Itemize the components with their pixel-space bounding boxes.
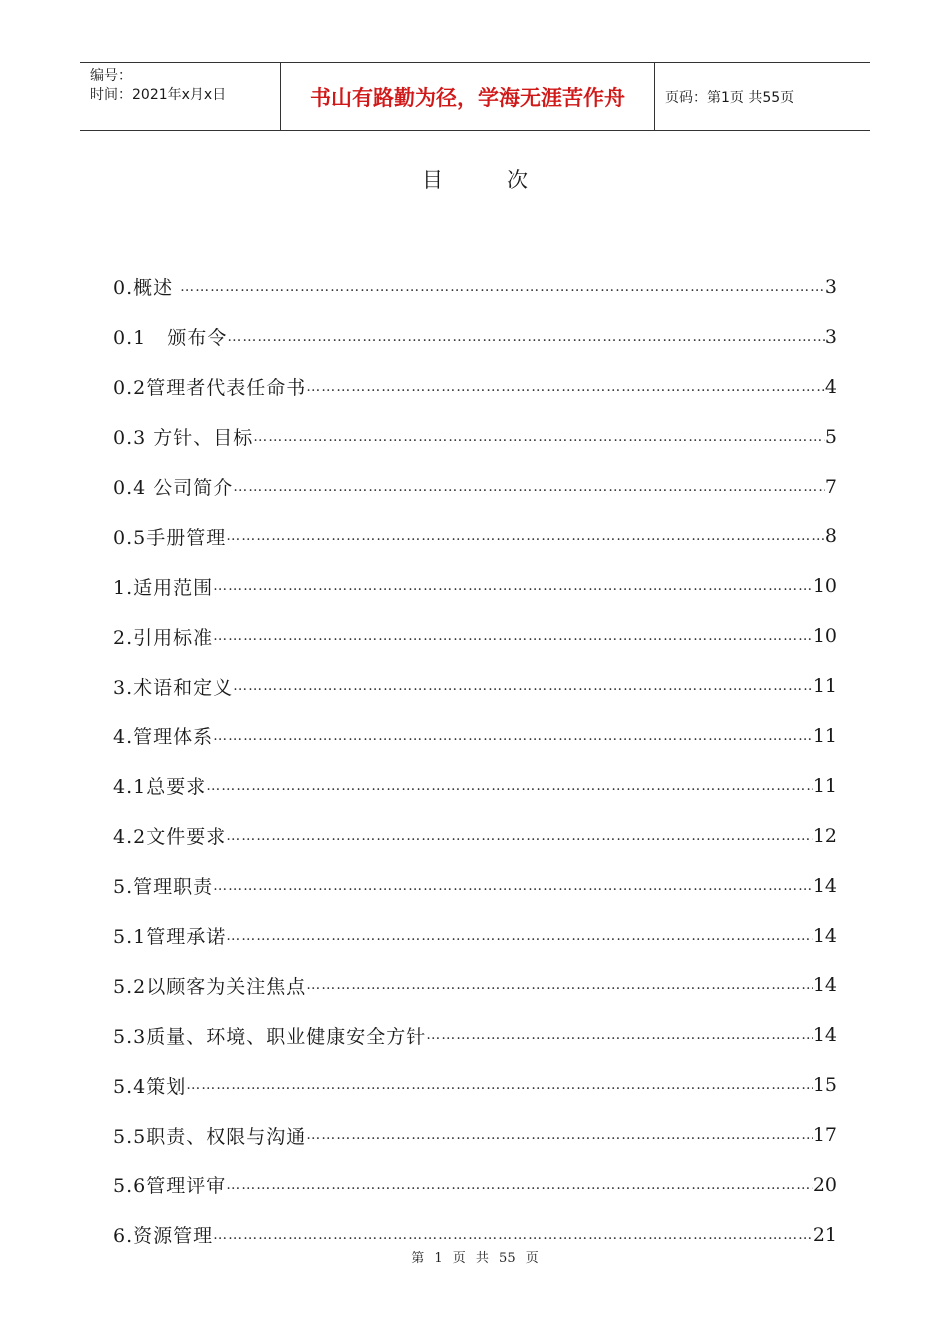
toc-entry[interactable] [113, 1110, 837, 1160]
toc-entry-page: 5 [824, 425, 837, 448]
toc-leader-dots [306, 977, 813, 993]
toc-leader-dots [227, 329, 825, 345]
toc-entry-label: 0.4 公司简介 [113, 477, 234, 499]
toc-entry-label: 0.1 颁布令 [113, 327, 228, 350]
toc-entry[interactable] [113, 911, 837, 961]
toc-leader-dots [253, 429, 825, 445]
toc-entry[interactable] [113, 362, 837, 412]
toc-entry[interactable] [113, 262, 837, 312]
toc-entry-label: 0.5手册管理 [113, 526, 227, 549]
toc-entry[interactable] [113, 561, 837, 611]
table-of-contents [113, 262, 837, 1260]
toc-entry-page: 14 [812, 874, 837, 897]
toc-leader-dots [233, 479, 825, 495]
toc-leader-dots [213, 728, 813, 744]
toc-entry[interactable] [113, 511, 837, 561]
toc-entry[interactable] [113, 861, 837, 911]
toc-entry[interactable] [113, 611, 837, 661]
toc-entry-page: 15 [812, 1074, 837, 1097]
toc-entry-label: 4.2文件要求 [113, 826, 227, 849]
toc-entry[interactable] [113, 412, 837, 462]
toc-entry[interactable] [113, 761, 837, 811]
toc-leader-dots [226, 1177, 813, 1193]
toc-entry-label: 2.引用标准 [113, 626, 214, 649]
toc-entry-label: 5.3质量、环境、职业健康安全方针 [113, 1025, 427, 1048]
toc-leader-dots [213, 628, 813, 644]
toc-leader-dots [186, 1077, 813, 1093]
toc-entry-label: 5.4策划 [113, 1075, 187, 1098]
toc-entry-label: 6.资源管理 [113, 1225, 214, 1248]
toc-entry-page: 10 [812, 575, 837, 598]
toc-entry[interactable] [113, 811, 837, 861]
toc-leader-dots [213, 878, 813, 894]
toc-entry-page: 7 [824, 475, 837, 498]
toc-entry-page: 10 [812, 625, 837, 648]
toc-leader-dots [213, 578, 813, 594]
header-motto: 书山有路勤为径，学海无涯苦作舟 [281, 63, 655, 130]
document-number-label: 编号： [90, 68, 132, 84]
toc-entry[interactable] [113, 1010, 837, 1060]
toc-title: 目次 [422, 168, 592, 192]
toc-entry[interactable] [113, 661, 837, 711]
toc-entry-label: 5.6管理评审 [113, 1175, 227, 1198]
toc-entry-label: 4.1总要求 [113, 776, 207, 799]
toc-entry-page: 17 [812, 1124, 837, 1147]
toc-entry-page: 14 [812, 924, 837, 947]
toc-entry-label: 1.适用范围 [113, 576, 214, 599]
toc-entry-label: 5.1管理承诺 [113, 926, 227, 949]
toc-entry[interactable] [113, 711, 837, 761]
toc-leader-dots [306, 379, 825, 395]
toc-entry-page: 21 [812, 1223, 837, 1246]
header-page-info: 页码：第1页 共55页 [665, 89, 795, 106]
toc-leader-dots [426, 1027, 813, 1043]
toc-leader-dots [206, 778, 813, 794]
toc-entry-label: 0.3 方针、目标 [113, 427, 254, 450]
toc-entry-label: 0.概述 [113, 277, 181, 300]
toc-leader-dots [226, 928, 813, 944]
toc-leader-dots [306, 1127, 813, 1143]
toc-entry[interactable] [113, 1160, 837, 1210]
toc-entry-page: 11 [812, 774, 837, 797]
toc-leader-dots [226, 828, 813, 844]
toc-entry-page: 8 [824, 525, 837, 548]
toc-entry-label: 5.5职责、权限与沟通 [113, 1125, 307, 1148]
page-footer: 第 1 页 共 55 页 [411, 1251, 539, 1266]
toc-entry-page: 20 [812, 1173, 837, 1196]
toc-entry[interactable] [113, 462, 837, 512]
toc-entry[interactable] [113, 312, 837, 362]
toc-entry-page: 4 [824, 375, 837, 398]
toc-entry-page: 14 [812, 974, 837, 997]
toc-entry-label: 0.2管理者代表任命书 [113, 377, 307, 400]
toc-leader-dots [226, 528, 825, 544]
toc-leader-dots [180, 279, 825, 295]
toc-entry-page: 12 [812, 824, 837, 847]
toc-entry-label: 5.管理职责 [113, 876, 214, 899]
toc-entry-label: 3.术语和定义 [113, 676, 234, 699]
toc-leader-dots [233, 678, 813, 694]
header-meta [80, 63, 281, 130]
toc-entry-page: 14 [812, 1024, 837, 1047]
toc-entry-page: 3 [824, 325, 837, 348]
toc-entry-page: 11 [812, 724, 837, 747]
toc-entry-page: 11 [812, 675, 837, 698]
toc-entry-label: 4.管理体系 [113, 726, 214, 749]
document-time-label: 时间：2021年x月x日 [90, 87, 227, 103]
toc-entry-page: 3 [824, 275, 837, 298]
document-header [80, 62, 870, 131]
toc-entry[interactable] [113, 960, 837, 1010]
toc-entry-label: 5.2以顾客为关注焦点 [113, 975, 307, 998]
toc-leader-dots [213, 1227, 813, 1243]
toc-entry[interactable] [113, 1060, 837, 1110]
